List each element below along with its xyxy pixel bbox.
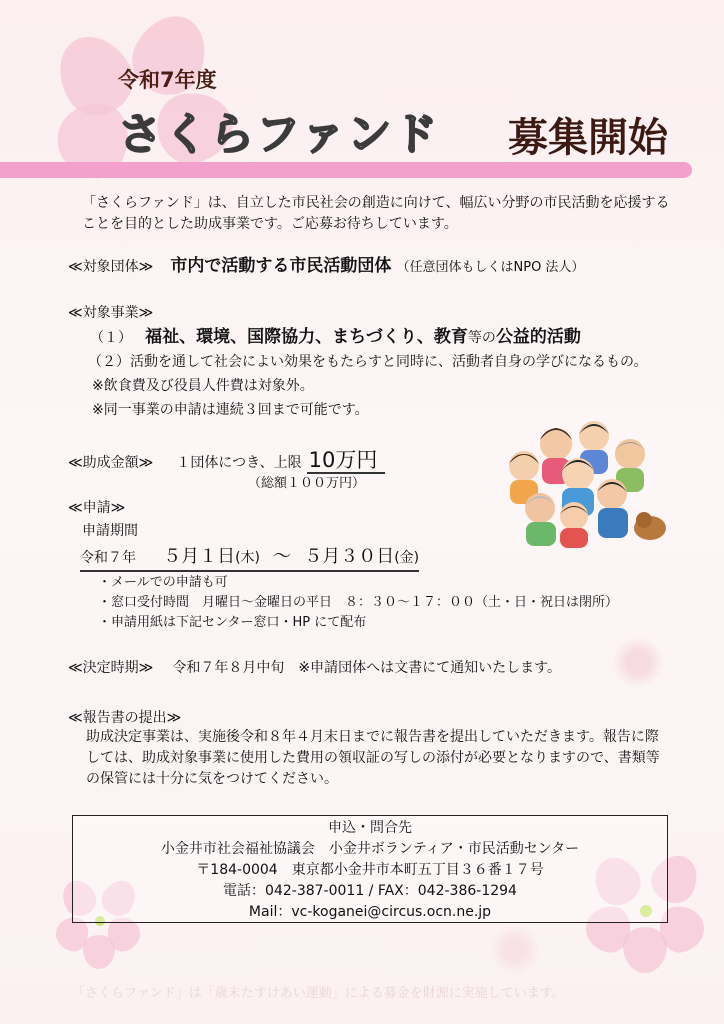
contact-phone: 電話：042-387-0011 / FAX：042-386-1294	[223, 883, 517, 899]
report-label: ≪報告書の提出≫	[68, 710, 182, 726]
application-period	[80, 542, 419, 572]
amount-section	[68, 444, 385, 474]
contact-title: 申込・問合先	[328, 820, 412, 836]
application-tilde: ～	[273, 546, 292, 567]
person-8	[560, 502, 588, 548]
header-recruit-label: 募集開始	[508, 115, 668, 161]
application-start: ５月１日	[163, 546, 236, 567]
footer-note: 「さくらファンド」は「歳末たすけあい運動」による募金を財源に実施しています。	[72, 986, 565, 1001]
contact-mail[interactable]: Mail：vc-koganei@circus.ocn.ne.jp	[248, 904, 492, 920]
sakura-flower-faint-right	[612, 636, 664, 688]
header-title: さくらファンド	[118, 109, 440, 160]
decision-label: ≪決定時期≫	[68, 660, 154, 676]
application-era: 令和７年	[80, 550, 136, 566]
amount-label: ≪助成金額≫	[68, 455, 154, 471]
item1-fields: 福祉、環境、国際協力、まちづくり、教育	[145, 327, 468, 347]
person-6	[597, 479, 628, 538]
application-bullet-forms: ・申請用紙は下記センター窓口・HP にて配布	[98, 615, 367, 630]
item1-public-activity: 公益的活動	[495, 327, 581, 347]
application-period-label: 申請期間	[82, 523, 138, 539]
contact-org: 小金井市社会福祉協議会 小金井ボランティア・市民活動センター	[160, 841, 580, 857]
target-org-main: 市内で活動する市民活動団体	[170, 256, 392, 276]
dog	[634, 512, 666, 540]
application-end-day: (金)	[394, 550, 420, 566]
contact-box	[72, 815, 668, 923]
application-start-day: (木)	[235, 550, 261, 566]
header-divider-bar	[0, 162, 692, 178]
item1-number: （１）	[90, 330, 132, 346]
target-project-note1: ※飲食費及び役員人件費は対象外。	[92, 378, 314, 394]
intro-text: 「さくらファンド」は、自立した市民社会の創造に向けて、幅広い分野の市民活動を応援することを目的とした助成事業です。ご応募お待ちしています。	[82, 195, 670, 232]
target-org-section	[68, 251, 688, 276]
target-org-label: ≪対象団体≫	[68, 259, 154, 275]
decision-section	[68, 657, 561, 677]
application-label: ≪申請≫	[68, 500, 126, 516]
people-illustration	[498, 416, 674, 548]
person-7	[525, 493, 556, 546]
target-project-item2: （２）活動を通して社会によい効果をもたらすと同時に、活動者自身の学びになるもの。	[88, 354, 648, 370]
contact-address: 〒184-0004 東京都小金井市本町五丁目３６番１７号	[196, 862, 544, 878]
application-bullet-hours: ・窓口受付時間 月曜日～金曜日の平日 ８：３０～１７：００（土・日・祝日は閉所）	[98, 595, 619, 610]
amount-value: 10万円	[307, 448, 386, 474]
decision-text: 令和７年８月中旬 ※申請団体へは文書にて通知いたします。	[172, 660, 562, 676]
report-text: 助成決定事業は、実施後令和８年４月末日までに報告書を提出していただきます。報告に際しては、助成対象事業に使用した費用の領収証の写しの添付が必要となりますので、書類等の保管には十分に気をつけてください。	[86, 729, 660, 787]
target-project-item1	[90, 322, 581, 347]
target-org-sub: （任意団体もしくはNPO 法人）	[396, 260, 585, 275]
application-end: ５月３０日	[304, 546, 395, 567]
target-project-note2: ※同一事業の申請は連続３回まで可能です。	[92, 402, 369, 418]
sakura-flower-faint-bottom	[490, 925, 540, 975]
amount-total: （総額１００万円）	[248, 476, 366, 491]
application-bullet-email: ・メールでの申請も可	[98, 575, 228, 590]
item1-connector: 等の	[467, 330, 496, 346]
amount-text: １団体につき、上限	[176, 455, 302, 471]
target-project-label: ≪対象事業≫	[68, 305, 154, 321]
header-year: 令和7年度	[118, 68, 217, 92]
